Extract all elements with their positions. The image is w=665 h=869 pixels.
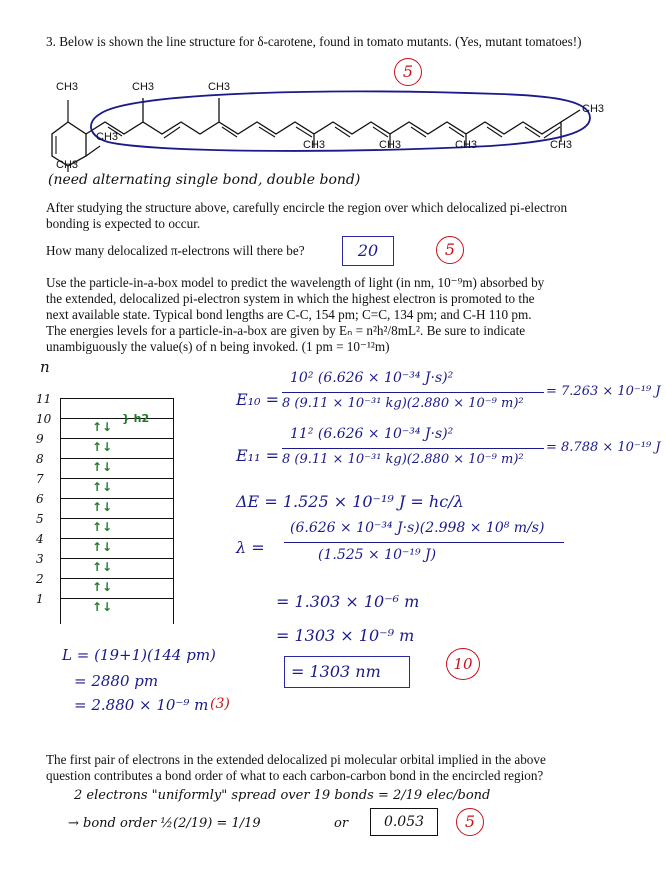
e10-result: = 7.263 × 10⁻¹⁹ J — [546, 384, 661, 399]
energy-level-label: 6 — [36, 492, 44, 506]
question-intro: 3. Below is shown the line structure for δ-carotene, found in tomato mutants. (Yes, mutant tomatoes!) — [46, 34, 582, 49]
energy-level-line — [60, 398, 174, 399]
length-step-2: = 2880 pm — [74, 672, 159, 690]
ch3-label: CH3 — [56, 159, 79, 171]
e11-numerator: 11² (6.626 × 10⁻³⁴ J·s)² — [290, 426, 454, 442]
length-step-1: L = (19+1)(144 pm) — [62, 646, 216, 664]
energy-level-label: 3 — [36, 552, 44, 566]
electron-pair: ↑↓ — [92, 560, 113, 574]
structure-note: (need alternating single bond, double bond) — [48, 172, 361, 188]
energy-level-line — [60, 598, 174, 599]
score-circle: 5 — [394, 58, 422, 86]
bond-or: or — [334, 816, 349, 831]
e11-denominator: 8 (9.11 × 10⁻³¹ kg)(2.880 × 10⁻⁹ m)² — [282, 452, 524, 467]
electron-pair: ↑↓ — [92, 440, 113, 454]
ch3-label: CH3 — [56, 81, 79, 93]
score-mark: (3) — [210, 696, 230, 712]
electron-pair: ↑↓ — [92, 500, 113, 514]
fraction-bar — [282, 448, 544, 449]
energy-level-line — [60, 438, 174, 439]
electron-pair: ↑↓ — [92, 480, 113, 494]
n-axis-label: n — [40, 358, 50, 376]
length-step-3: = 2.880 × 10⁻⁹ m — [74, 696, 209, 714]
energy-level-line — [60, 538, 174, 539]
electron-pair: ↑↓ — [92, 600, 113, 614]
e10-lhs: E₁₀ = — [236, 390, 279, 409]
pib-prompt-line: the extended, delocalized pi-electron system in which the highest electron is promoted to the — [46, 291, 535, 306]
e10-denominator: 8 (9.11 × 10⁻³¹ kg)(2.880 × 10⁻⁹ m)² — [282, 396, 524, 411]
energy-level-line — [60, 458, 174, 459]
occupancy-note: } h2 — [122, 412, 150, 425]
energy-level-label: 2 — [36, 572, 44, 586]
lambda-denominator: (1.525 × 10⁻¹⁹ J) — [318, 547, 437, 563]
bond-work-1: 2 electrons "uniformly" spread over 19 bonds = 2/19 elec/bond — [74, 788, 491, 803]
energy-level-label: 10 — [36, 412, 52, 426]
energy-level-label: 9 — [36, 432, 44, 446]
count-answer-box: 20 — [342, 236, 394, 266]
fraction-bar — [282, 392, 544, 393]
electron-pair: ↑↓ — [92, 420, 113, 434]
lambda-step-1: = 1.303 × 10⁻⁶ m — [276, 592, 420, 611]
energy-level-line — [60, 558, 174, 559]
energy-level-label: 5 — [36, 512, 44, 526]
score-circle: 5 — [436, 236, 464, 264]
e11-lhs: E₁₁ = — [236, 446, 279, 465]
count-prompt: How many delocalized π-electrons will there be? — [46, 243, 305, 258]
ch3-label: CH3 — [582, 103, 605, 115]
energy-level-line — [60, 578, 174, 579]
energy-level-line — [60, 478, 174, 479]
pib-prompt-line: The energies levels for a particle-in-a-box are given by Eₙ = n²h²/8mL². Be sure to indicate — [46, 323, 526, 338]
energy-box — [60, 398, 174, 624]
energy-level-label: 4 — [36, 532, 44, 546]
score-circle: 10 — [446, 648, 480, 680]
ch3-label: CH3 — [132, 81, 155, 93]
carotene-structure — [30, 72, 630, 172]
encircle-prompt: After studying the structure above, carefully encircle the region over which delocalized pi-electron bonding is expected to occur. — [46, 200, 568, 231]
pib-prompt-line: next available state. Typical bond lengths are C-C, 154 pm; C=C, 134 pm; and C-H 110 pm. — [46, 307, 532, 322]
bond-prompt-line: question contributes a bond order of what to each carbon-carbon bond in the encircled region? — [46, 768, 544, 783]
bond-prompt-line: The first pair of electrons in the extended delocalized pi molecular orbital implied in the above — [46, 752, 546, 767]
lambda-step-2: = 1303 × 10⁻⁹ m — [276, 626, 415, 645]
score-circle: 5 — [456, 808, 484, 836]
fraction-bar — [284, 542, 564, 543]
electron-pair: ↑↓ — [92, 580, 113, 594]
bond-answer-box: 0.053 — [370, 808, 438, 836]
energy-level-line — [60, 418, 174, 419]
e11-result: = 8.788 × 10⁻¹⁹ J — [546, 440, 661, 455]
electron-pair: ↑↓ — [92, 540, 113, 554]
energy-level-label: 8 — [36, 452, 44, 466]
ch3-label: CH3 — [303, 139, 326, 151]
electron-pair: ↑↓ — [92, 520, 113, 534]
ch3-label: CH3 — [96, 131, 119, 143]
energy-level-label: 1 — [36, 592, 44, 606]
bond-work-2: → bond order ½(2/19) = 1/19 — [68, 816, 261, 831]
ch3-label: CH3 — [550, 139, 573, 151]
pib-prompt-line: unambiguously the value(s) of n being invoked. (1 pm = 10⁻¹²m) — [46, 339, 390, 354]
energy-level-line — [60, 518, 174, 519]
energy-level-line — [60, 498, 174, 499]
energy-level-label: 7 — [36, 472, 44, 486]
lambda-lhs: λ = — [236, 538, 265, 557]
pib-prompt-line: Use the particle-in-a-box model to predict the wavelength of light (in nm, 10⁻⁹m) absorbed by — [46, 275, 545, 290]
ch3-label: CH3 — [379, 139, 402, 151]
ch3-label: CH3 — [455, 139, 478, 151]
lambda-answer-box: = 1303 nm — [284, 656, 410, 688]
energy-level-label: 11 — [36, 392, 52, 406]
ch3-label: CH3 — [208, 81, 231, 93]
lambda-numerator: (6.626 × 10⁻³⁴ J·s)(2.998 × 10⁸ m/s) — [290, 520, 545, 536]
e10-numerator: 10² (6.626 × 10⁻³⁴ J·s)² — [290, 370, 454, 386]
delta-e: ΔE = 1.525 × 10⁻¹⁹ J = hc/λ — [236, 492, 464, 511]
electron-pair: ↑↓ — [92, 460, 113, 474]
